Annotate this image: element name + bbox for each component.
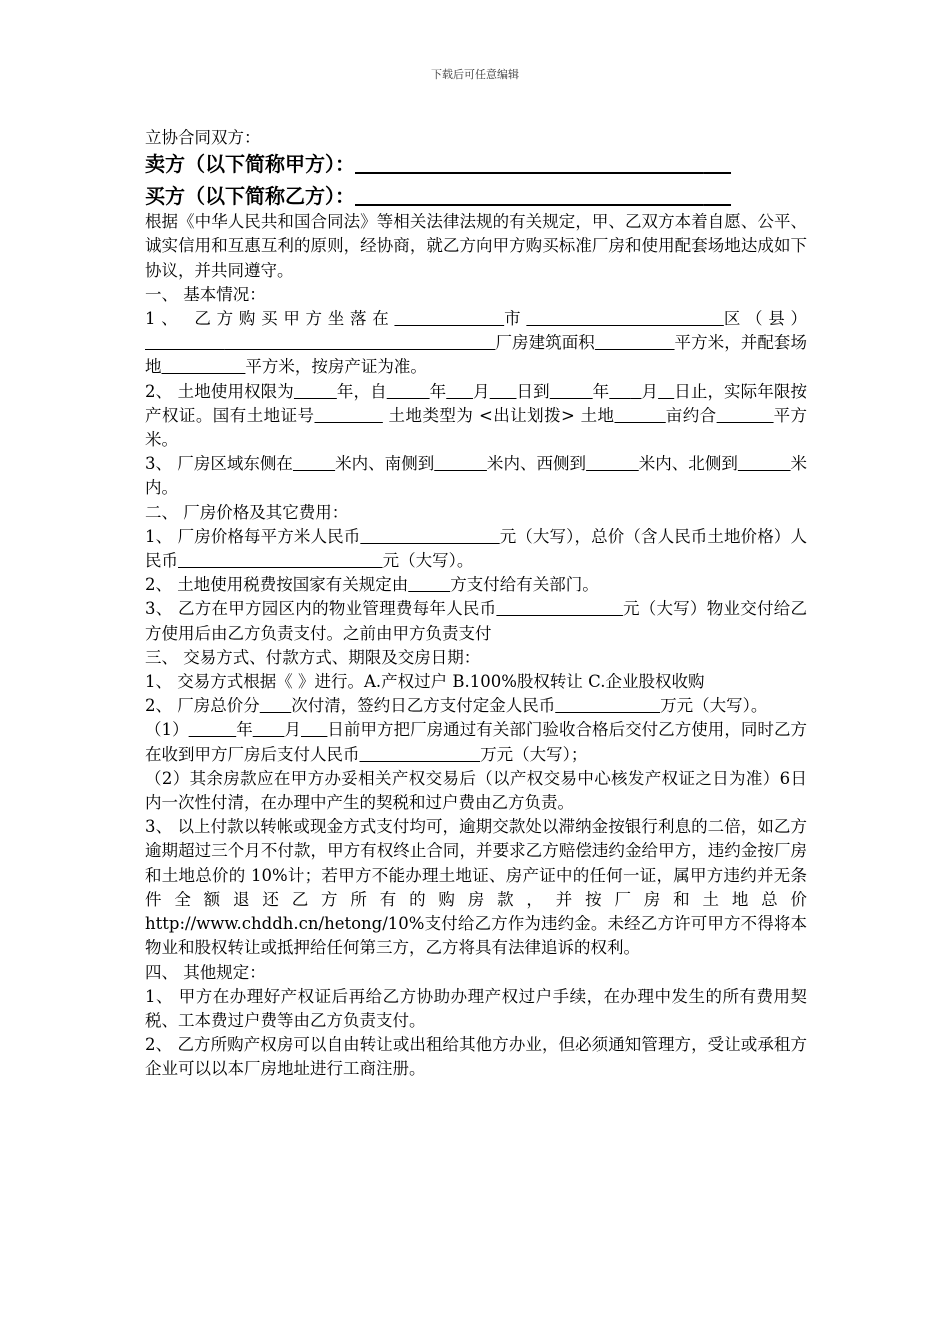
clause-2-2: 2、 土地使用税费按国家有关规定由 方支付给有关部门。	[145, 575, 599, 595]
seller-blank	[355, 152, 703, 176]
section-2-heading: 二、 厂房价格及其它费用：	[145, 502, 349, 522]
clause-3-1: 1、 交易方式根据《 》进行。A.产权过户 B.100%股权转让 C.企业股权收购	[145, 672, 705, 692]
clause-3-2-2: （2）其余房款应在甲方办妥相关产权交易后（以产权交易中心核发产权证之日为准）6日内一次性付清，在办理中产生的契税和过户费由乙方负责。	[145, 768, 807, 813]
buyer-label: 买方（以下简称乙方）：	[145, 184, 355, 209]
clause-2-3: 3、 乙方在甲方园区内的物业管理费每年人民币 元（大写）物业交付给乙方使用后由乙方负责支付。之前由甲方负责支付	[145, 599, 808, 643]
buyer-blank	[355, 184, 703, 208]
clause-1-1: 1、 乙方购买甲方坐落在 市 区（县） 厂房建筑面积 平方米，并配套场地 平方米，按房产证为准。	[145, 309, 808, 377]
clause-1-2: 2、 土地使用权限为 年，自 年 月 日到 年 月 日止，实际年限按产权证。国有土地证号 土地类型为 <出让划拨> 土地 亩约合 平方米。	[145, 381, 808, 450]
section-4-heading: 四、 其他规定：	[145, 962, 266, 982]
section-3-heading: 三、 交易方式、付款方式、期限及交房日期：	[145, 647, 481, 667]
seller-blank-cont	[703, 152, 731, 176]
clause-2-1: 1、 厂房价格每平方米人民币 元（大写），总价（含人民币土地价格）人民币 元（大写）。	[145, 526, 807, 571]
clause-4-1: 1、 甲方在办理好产权证后再给乙方协助办理产权过户手续，在办理中发生的所有费用契税、工本费过户费等由乙方负责支付。	[145, 986, 807, 1030]
seller-line	[145, 150, 807, 178]
clause-3-3: 3、 以上付款以转帐或现金方式支付均可，逾期交款处以滞纳金按银行利息的二倍，如乙方逾期超过三个月不付款，甲方有权终止合同，并要求乙方赔偿违约金给甲方，违约金按厂房和土地总价的 10%计；若甲方不能办理土地证、房产证中的任何一证，属甲方违约并无条件全额退还乙方所有的购房款，并按厂房和土地总价 http://www.chddh.cn/hetong/10%支付给乙方作为违约金。未经乙方许可甲方不得将本物业和股权转让或抵押给任何第三方，乙方将具有法律追诉的权利。	[145, 817, 807, 958]
clause-3-2: 2、 厂房总价分 次付清，签约日乙方支付定金人民币 万元（大写）。	[145, 696, 768, 716]
clause-1-3: 3、 厂房区域东侧在 米内、南侧到 米内、西侧到 米内、北侧到 米内。	[145, 454, 808, 498]
intro-label: 立协合同双方：	[145, 128, 261, 147]
page-header-note: 下载后可任意编辑	[431, 68, 519, 81]
clause-4-2: 2、 乙方所购产权房可以自由转让或出租给其他方办业，但必须通知管理方，受让或承租方企业可以以本厂房地址进行工商注册。	[145, 1035, 807, 1079]
buyer-line	[145, 182, 807, 210]
seller-label: 卖方（以下简称甲方）：	[145, 152, 355, 177]
contract-body	[145, 126, 807, 1082]
section-1-heading: 一、 基本情况：	[145, 284, 266, 304]
clause-3-2-1: （1） 年 月 日前甲方把厂房通过有关部门验收合格后交付乙方使用，同时乙方在收到甲方厂房后支付人民币 万元（大写）；	[145, 720, 807, 764]
buyer-blank-cont	[703, 184, 731, 208]
preamble: 根据《中华人民共和国合同法》等相关法律法规的有关规定，甲、乙双方本着自愿、公平、诚实信用和互惠互利的原则，经协商，就乙方向甲方购买标准厂房和使用配套场地达成如下协议，并共同遵守。	[145, 212, 807, 280]
